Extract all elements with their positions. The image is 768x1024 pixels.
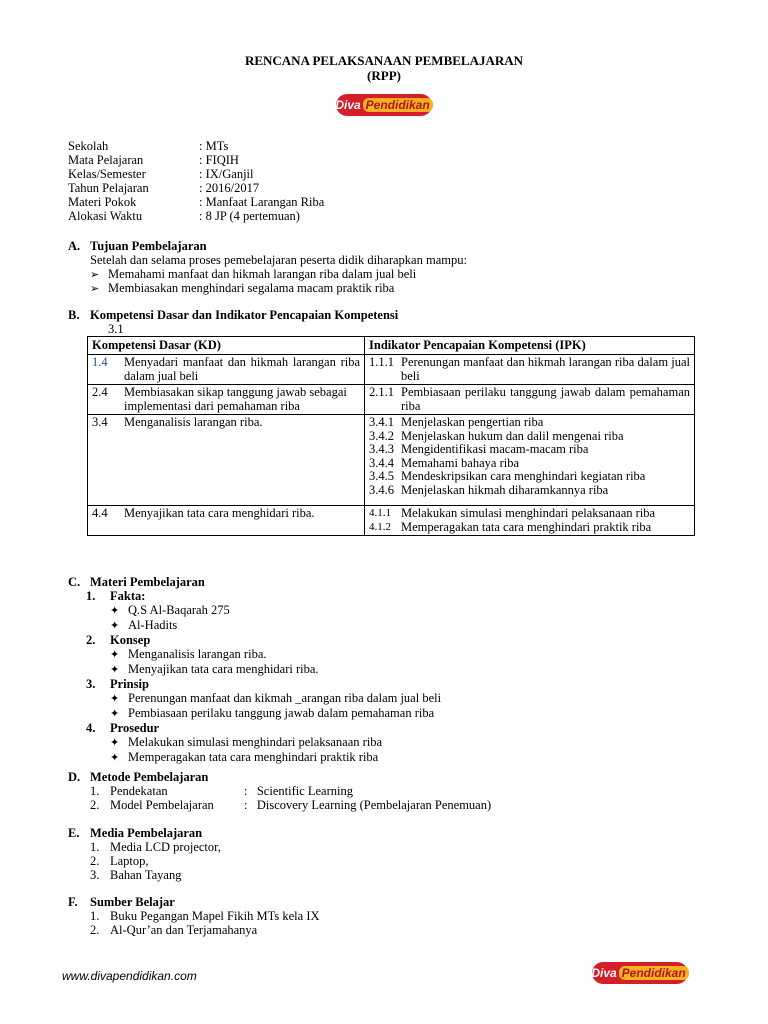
list-item: 1. Media LCD projector, (90, 840, 221, 854)
identity-value: : 8 JP (4 pertemuan) (199, 209, 300, 223)
materi-list (86, 589, 441, 765)
identity-value: : IX/Ganjil (199, 167, 254, 181)
list-item: ✦ Perenungan manfaat dan kikmah _arangan riba dalam jual beli (110, 691, 442, 705)
cross-bullet-icon: ✦ (110, 664, 120, 676)
identity-value: : MTs (199, 139, 229, 153)
metode-list (90, 784, 491, 812)
identity-row (68, 195, 324, 209)
section-title: Sumber Belajar (90, 895, 175, 909)
kd-cell: 1.4 Menyadari manfaat dan hikmah larangan riba dalam jual beli (88, 355, 365, 385)
footer-logo (592, 962, 688, 984)
cross-bullet-icon: ✦ (110, 693, 120, 705)
column-header-kd: Kompetensi Dasar (KD) (88, 337, 365, 355)
materi-group-title: 3. Prinsip (86, 677, 149, 691)
cross-bullet-icon: ✦ (110, 737, 120, 749)
list-item: ➢ Memahami manfaat dan hikmah larangan riba dalam jual beli (90, 267, 417, 281)
section-number: F. (68, 895, 78, 909)
identity-row (68, 139, 324, 153)
identity-label: Sekolah (68, 139, 109, 153)
kd-cell: 3.4 Menganalisis larangan riba. (88, 415, 365, 506)
identity-row (68, 153, 324, 167)
list-item: 1. Pendekatan : Scientific Learning (90, 784, 353, 798)
identity-row (68, 181, 324, 195)
list-item: 1. Buku Pegangan Mapel Fikih MTs kela IX (90, 909, 320, 923)
table-row (88, 506, 695, 536)
section-c-heading (68, 575, 205, 590)
footer-url[interactable]: www.divapendidikan.com (62, 969, 197, 983)
list-item: 2. Al-Qur’an dan Terjamahanya (90, 923, 258, 937)
table-row (88, 355, 695, 385)
identity-value: : 2016/2017 (199, 181, 260, 195)
section-a-intro: Setelah dan selama proses pemebelajaran peserta didik diharapkan mampu: (90, 253, 467, 267)
list-item: 2. Model Pembelajaran : Discovery Learning (Pembelajaran Penemuan) (90, 798, 492, 812)
identity-block (68, 139, 324, 223)
column-header-ipk: Indikator Pencapaian Kompetensi (IPK) (365, 337, 695, 355)
section-number: C. (68, 575, 81, 589)
list-item: ✦ Pembiasaan perilaku tanggung jawab dalam pemahaman riba (110, 706, 435, 720)
table-header-row (88, 337, 695, 355)
materi-group-title: 1. Fakta: (86, 589, 146, 603)
logo-text-pendidikan: Pendidikan (363, 98, 433, 112)
list-item: 3. Bahan Tayang (90, 868, 182, 882)
list-item: 2. Laptop, (90, 854, 149, 868)
kd-cell: 4.4 Menyajikan tata cara menghidari riba. (88, 506, 365, 536)
document-title: RENCANA PELAKSANAAN PEMBELAJARAN (244, 53, 524, 68)
competency-table (87, 336, 695, 536)
section-number: B. (68, 308, 80, 322)
section-title: Media Pembelajaran (90, 826, 203, 840)
section-a-heading (68, 239, 207, 254)
brand-logo (336, 94, 432, 116)
ipk-cell: 3.4.1 Menjelaskan pengertian riba 3.4.2 Menjelaskan hukum dan dalil mengenai riba 3.4.3 Mengidentifikasi macam-macam riba 3.4.4 Memahami bahaya riba 3.4.5 Mendeskripsikan cara menghindari kegiatan riba 3.4.6 Menjelaskan hikmah diharamkannya riba (365, 415, 695, 506)
section-title: Kompetensi Dasar dan Indikator Pencapaian Kompetensi (90, 308, 399, 322)
identity-label: Kelas/Semester (68, 167, 146, 181)
logo-text-pendidikan: Pendidikan (619, 966, 689, 980)
document-subtitle: (RPP) (367, 68, 401, 83)
section-number: A. (68, 239, 81, 253)
arrow-bullet-icon: ➢ (90, 269, 100, 281)
identity-label: Alokasi Waktu (68, 209, 143, 223)
list-item: ➢ Membiasakan menghindari segalama macam praktik riba (90, 281, 395, 295)
ipk-cell: 1.1.1 Perenungan manfaat dan hikmah larangan riba dalam jual beli (365, 355, 695, 385)
identity-row (68, 167, 324, 181)
logo-text-diva: Diva (335, 98, 361, 112)
list-item: ✦ Melakukan simulasi menghindari pelaksanaan riba (110, 735, 383, 749)
cross-bullet-icon: ✦ (110, 752, 120, 764)
cross-bullet-icon: ✦ (110, 649, 120, 661)
identity-value: : FIQIH (199, 153, 239, 167)
section-title: Metode Pembelajaran (90, 770, 209, 784)
logo-text-diva: Diva (591, 966, 617, 980)
cross-bullet-icon: ✦ (110, 620, 120, 632)
identity-label: Tahun Pelajaran (68, 181, 149, 195)
arrow-bullet-icon: ➢ (90, 283, 100, 295)
list-item: ✦ Menganalisis larangan riba. (110, 647, 267, 661)
identity-row (68, 209, 324, 223)
identity-value: : Manfaat Larangan Riba (199, 195, 325, 209)
materi-group-title: 2. Konsep (86, 633, 151, 647)
section-number: E. (68, 826, 80, 840)
section-d-heading (68, 770, 208, 785)
section-title: Materi Pembelajaran (90, 575, 205, 589)
cross-bullet-icon: ✦ (110, 708, 120, 720)
ipk-cell: 2.1.1 Pembiasaan perilaku tanggung jawab dalam pemahaman riba (365, 385, 695, 415)
list-item: ✦ Memperagakan tata cara menghindari praktik riba (110, 750, 379, 764)
list-item: ✦ Q.S Al-Baqarah 275 (110, 603, 230, 617)
ipk-cell: 4.1.1 Melakukan simulasi menghindari pelaksanaan riba 4.1.2 Memperagakan tata cara menghindari praktik riba (365, 506, 695, 536)
cross-bullet-icon: ✦ (110, 605, 120, 617)
section-b-sub: 3.1 (108, 322, 124, 336)
section-title: Tujuan Pembelajaran (90, 239, 207, 253)
list-item: ✦ Al-Hadits (110, 618, 178, 632)
table-row (88, 385, 695, 415)
kd-cell: 2.4 Membiasakan sikap tanggung jawab sebagai implementasi dari pemahaman riba (88, 385, 365, 415)
identity-label: Materi Pokok (68, 195, 137, 209)
sumber-list (90, 909, 320, 937)
table-row (88, 415, 695, 506)
section-e-heading (68, 826, 202, 841)
section-number: D. (68, 770, 81, 784)
section-f-heading (68, 895, 175, 910)
section-b-heading (68, 308, 398, 323)
identity-label: Mata Pelajaran (68, 153, 144, 167)
media-list (90, 840, 221, 882)
materi-group-title: 4. Prosedur (86, 721, 160, 735)
list-item: ✦ Menyajikan tata cara menghidari riba. (110, 662, 319, 676)
